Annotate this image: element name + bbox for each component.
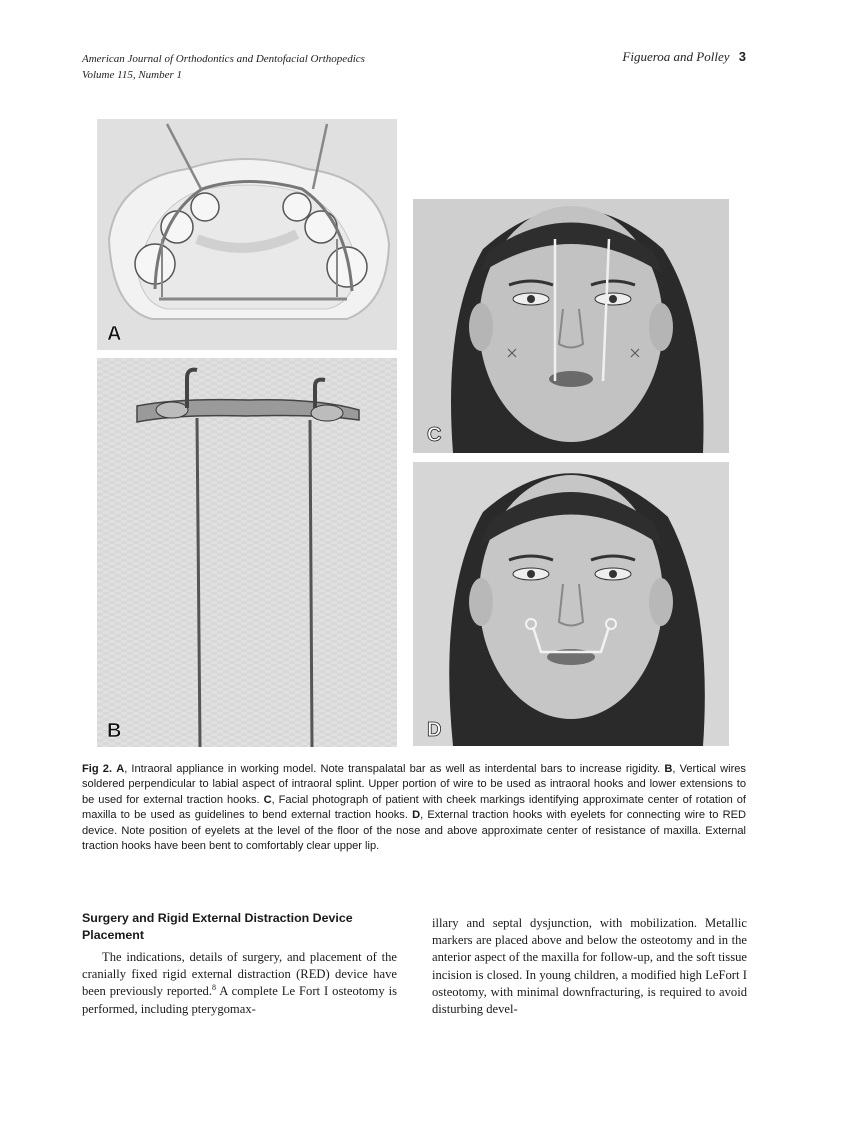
caption-fig-label: Fig 2. bbox=[82, 763, 113, 775]
caption-b-label: B bbox=[664, 763, 673, 775]
caption-c-label: C bbox=[263, 793, 272, 806]
section-heading: Surgery and Rigid External Distraction Device Placement bbox=[82, 911, 353, 942]
figure-panel-b bbox=[97, 358, 397, 747]
body-column-left bbox=[82, 949, 397, 1018]
paragraph-text-a: The indications, details of surgery, and placement of the cranially fixed rigid external distraction (RED) device have been previously reported. bbox=[82, 950, 397, 999]
caption-b-text: , Vertical wires soldered perpendicular to labial aspect of intraoral splint. Upper portion of wire to be used as intraoral hooks and lower extensions to be used for external traction hooks. bbox=[82, 763, 746, 806]
figure-panel-d bbox=[413, 462, 729, 746]
journal-volume: Volume 115, Number 1 bbox=[82, 69, 183, 81]
caption-a-label: A bbox=[116, 763, 125, 775]
panel-label-c: C bbox=[427, 424, 442, 446]
figure-panel-c bbox=[413, 199, 729, 453]
running-authors: Figueroa and Polley bbox=[622, 49, 730, 64]
panel-label-a: A bbox=[107, 323, 122, 345]
journal-title: American Journal of Orthodontics and Dentofacial Orthopedics bbox=[82, 53, 365, 65]
figure-panel-a bbox=[97, 119, 397, 350]
dental-model-photo bbox=[97, 119, 397, 350]
body-paragraph-continued: illary and septal dysjunction, with mobilization. Metallic markers are placed above and below the osteotomy and in the anterior aspect of the maxilla for follow-up, and the soft tissue incision is closed. In young children, a modified high LeFort I osteotomy, with minimal downfracturing, is required to avoid disturbing devel- bbox=[432, 916, 747, 1017]
figure-caption bbox=[82, 762, 746, 854]
running-header-left bbox=[82, 51, 365, 83]
panel-label-b: B bbox=[107, 720, 122, 742]
face-photo-c bbox=[413, 199, 729, 453]
face-photo-d bbox=[413, 462, 729, 746]
panel-label-d: D bbox=[427, 719, 442, 741]
appliance-wires-photo bbox=[97, 358, 397, 747]
caption-c-text: , Facial photograph of patient with cheek markings identifying approximate center of rotation of maxilla to be used as guidelines to bend external traction hooks. bbox=[82, 793, 746, 822]
caption-d-text: , External traction hooks with eyelets for connecting wire to RED device. Note position of eyelets at the level of the floor of the nose and above approximate center of resistance of maxilla. External traction hooks have been bent to comfortably clear upper lip. bbox=[82, 809, 746, 853]
caption-d-label: D bbox=[412, 809, 421, 822]
body-paragraph bbox=[82, 949, 397, 1018]
reference-marker: 8 bbox=[212, 983, 216, 993]
caption-a-text: , Intraoral appliance in working model. Note transpalatal bar as well as interdental bars to increase rigidity. bbox=[124, 763, 665, 775]
page-number: 3 bbox=[738, 49, 746, 64]
paragraph-text-b: A complete Le Fort I osteotomy is performed, including pterygomax- bbox=[82, 984, 398, 1016]
running-header-right bbox=[622, 49, 746, 65]
body-column-right bbox=[432, 915, 747, 1018]
